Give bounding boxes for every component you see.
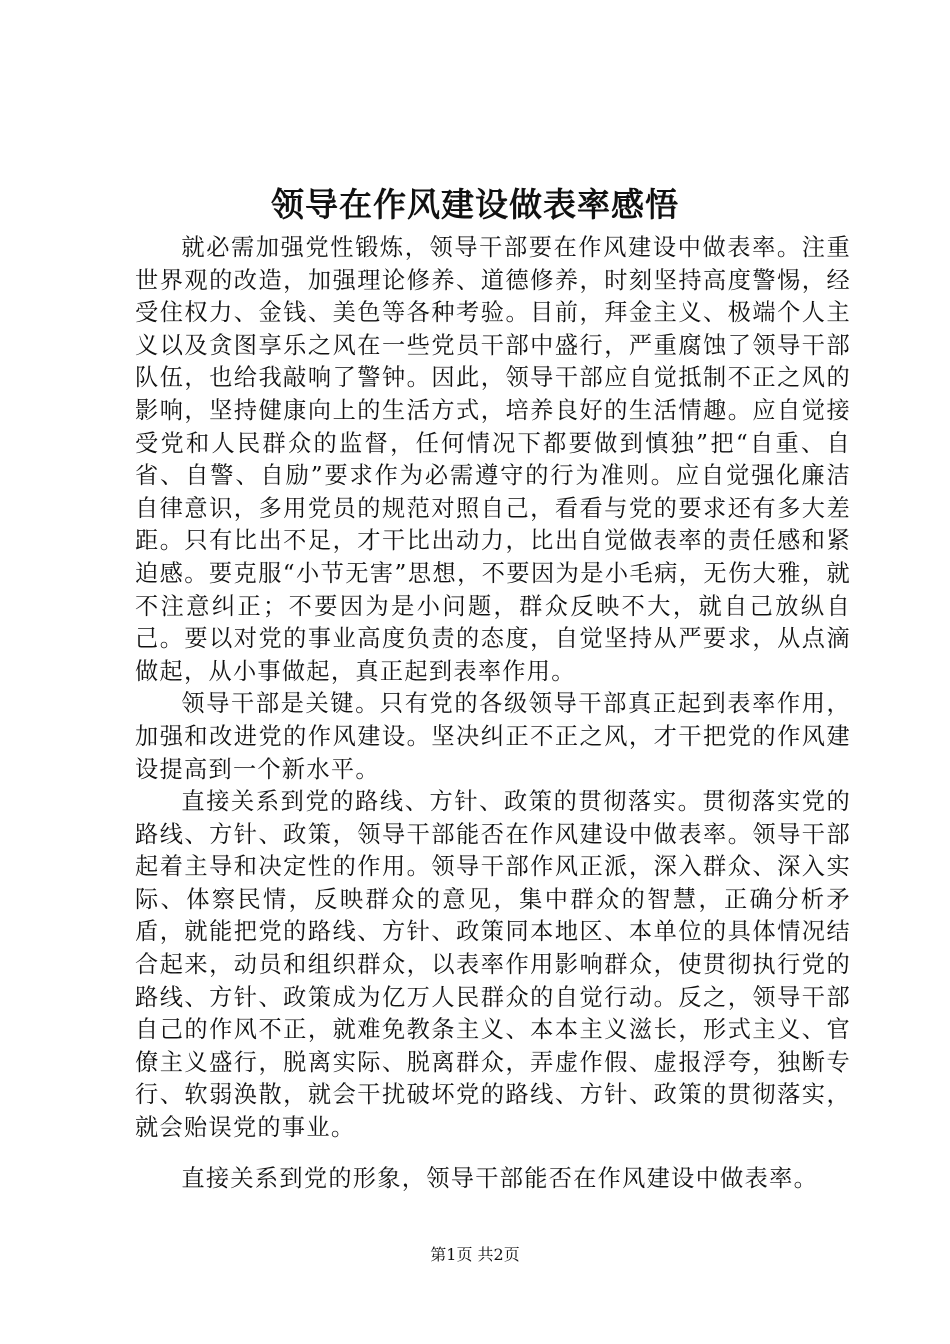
paragraph-3: 直接关系到党的路线、方针、政策的贯彻落实。贯彻落实党的路线、方针、政策，领导干部能否在作风建设中做表率。领导干部起着主导和决定性的作用。领导干部作风正派，深入群众、深入实际、体察民情，反映群众的意见，集中群众的智慧，正确分析矛盾，就能把党的路线、方针、政策同本地区、本单位的具体情况结合起来，动员和组织群众，以表率作用影响群众，使贯彻执行党的路线、方针、政策成为亿万人民群众的自觉行动。反之，领导干部自己的作风不正，就难免教条主义、本本主义滋长，形式主义、官僚主义盛行，脱离实际、脱离群众，弄虚作假、虚报浮夸，独断专行、软弱涣散，就会干扰破坏党的路线、方针、政策的贯彻落实，就会贻误党的事业。 [135, 788, 851, 1142]
paragraph-2: 领导干部是关键。只有党的各级领导干部真正起到表率作用，加强和改进党的作风建设。坚决纠正不正之风，才干把党的作风建设提高到一个新水平。 [135, 690, 851, 783]
paragraph-1: 就必需加强党性锻炼，领导干部要在作风建设中做表率。注重世界观的改造，加强理论修养、道德修养，时刻坚持高度警惕，经受住权力、金钱、美色等各种考验。目前，拜金主义、极端个人主义以及贪图享乐之风在一些党员干部中盛行，严重腐蚀了领导干部队伍，也给我敲响了警钟。因此，领导干部应自觉抵制不正之风的影响，坚持健康向上的生活方式，培养良好的生活情趣。应自觉接受党和人民群众的监督，任何情况下都要做到慎独”把“自重、自省、自警、自励”要求作为必需遵守的行为准则。应自觉强化廉洁自律意识，多用党员的规范对照自己，看看与党的要求还有多大差距。只有比出不足，才干比出动力，比出自觉做表率的责任感和紧迫感。要克服“小节无害”思想，不要因为是小毛病，无伤大雅，就不注意纠正；不要因为是小问题，群众反映不大，就自己放纵自己。要以对党的事业高度负责的态度，自觉坚持从严要求，从点滴做起，从小事做起，真正起到表率作用。 [135, 234, 851, 685]
page-title: 领导在作风建设做表率感悟 [271, 185, 679, 224]
page-number: 第1页 共2页 [430, 1245, 520, 1264]
paragraph-4: 直接关系到党的形象，领导干部能否在作风建设中做表率。 [181, 1164, 819, 1192]
document-body [135, 232, 851, 1195]
